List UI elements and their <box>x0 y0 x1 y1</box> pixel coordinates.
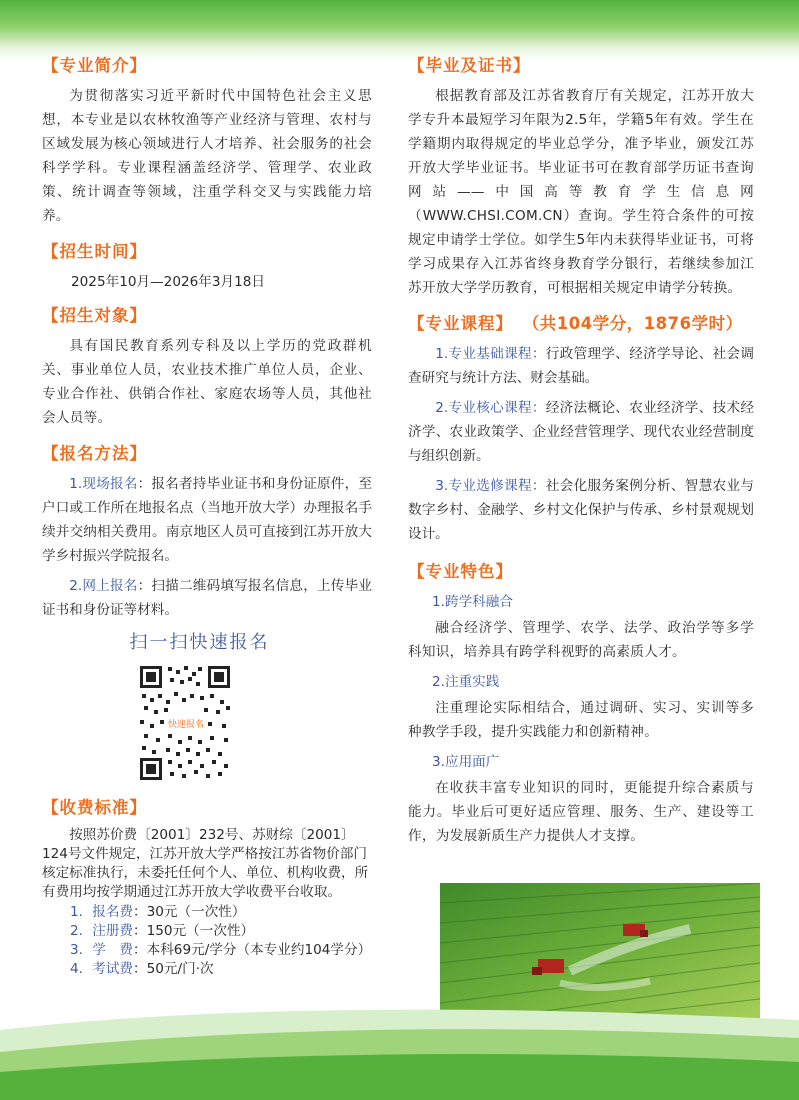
target-title: 【招生对象】 <box>42 306 147 325</box>
top-green-band <box>0 0 799 60</box>
enroll-time-title: 【招生时间】 <box>42 242 147 261</box>
graduation-text: 根据教育部及江苏省教育厅有关规定，江苏开放大学专升本最短学习年限为2.5年，学籍5年有效。学生在学籍期内取得规定的毕业总学分，准予毕业，颁发江苏开放大学毕业证书。毕业证书可在教育部学历证书查询网站——中国高等教育学生信息网（WWW.CHSI.COM.CN）查询。学生符合条件的可按规定申请学士学位。如学生5年内未获得毕业证书，可将学习成果存入江苏省终身教育学分银行，若继续参加江苏开放大学学历教育，可根据相关规定申请学分转换。 <box>408 88 754 296</box>
feature-heading: 3.应用面广 <box>432 754 500 770</box>
fee-label: 2．注册费 <box>70 923 134 939</box>
apply-item-text: ：扫描二维码填写报名信息，上传毕业证书和身份证等材料。 <box>42 578 372 618</box>
qr-title: 扫一扫快速报名 <box>129 632 270 653</box>
feature-text: 在收获丰富专业知识的同时，更能提升综合素质与能力。毕业后可更好适应管理、服务、生产、建设等工作，为发展新质生产力提供人才支撑。 <box>408 780 754 844</box>
course-label: 1.专业基础课程： <box>435 346 546 362</box>
fee-value: ：本科69元/学分（本专业约104学分） <box>133 942 372 958</box>
feature-text: 融合经济学、管理学、农学、法学、政治学等多学科知识，培养具有跨学科视野的高素质人才。 <box>408 620 754 660</box>
features-title: 【专业特色】 <box>408 562 513 581</box>
apply-item-onsite <box>42 472 372 568</box>
apply-title: 【报名方法】 <box>42 444 147 463</box>
qr-overlay-label: 快速报名 <box>168 720 205 730</box>
course-text: 行政管理学、经济学导论、社会调查研究与统计方法、财会基础。 <box>408 346 754 386</box>
fee-value: ：150元（一次性） <box>133 923 255 939</box>
fee-label: 1．报名费 <box>70 904 134 920</box>
fee-item <box>42 903 372 922</box>
left-column <box>42 52 372 979</box>
course-text: 社会化服务案例分析、智慧农业与数字乡村、金融学、乡村文化保护与传承、乡村景观规划设计。 <box>408 478 754 542</box>
fee-item <box>42 922 372 941</box>
fee-item <box>42 941 372 960</box>
feature-heading: 2.注重实践 <box>432 674 500 690</box>
course-item <box>408 396 754 468</box>
course-label: 2.专业核心课程： <box>435 400 546 416</box>
intro-title: 【专业简介】 <box>42 56 147 75</box>
graduation-title: 【毕业及证书】 <box>408 56 531 75</box>
enroll-date: 2025年10月—2026年3月18日 <box>71 274 265 290</box>
course-label: 3.专业选修课程： <box>435 478 546 494</box>
qr-code[interactable] <box>138 664 232 782</box>
fee-item <box>42 960 372 979</box>
harvester-icon <box>623 924 648 937</box>
right-column <box>408 52 754 854</box>
feature-heading: 1.跨学科融合 <box>432 594 513 610</box>
fees-intro: 按照苏价费〔2001〕232号、苏财综〔2001〕124号文件规定，江苏开放大学严格按江苏省物价部门核定标准执行，未委托任何个人、单位、机构收费，所有费用均按学期通过江苏开放大学收费平台收取。 <box>42 827 369 900</box>
apply-item-label: 2.网上报名 <box>69 578 138 594</box>
course-text: 经济法概论、农业经济学、技术经济学、农业政策学、企业经营管理学、现代农业经营制度与组织创新。 <box>408 400 754 464</box>
fee-label: 3．学 费 <box>70 942 134 958</box>
bottom-green-band <box>0 990 799 1100</box>
courses-title <box>408 310 754 334</box>
fee-value: ：50元/门·次 <box>133 961 214 977</box>
apply-item-label: 1.现场报名 <box>69 476 138 492</box>
fees-title: 【收费标准】 <box>42 798 147 817</box>
course-item <box>408 342 754 390</box>
fee-label: 4．考试费 <box>70 961 134 977</box>
target-text: 具有国民教育系列专科及以上学历的党政群机关、事业单位人员，农业技术推广单位人员，企业、专业合作社、供销合作社、家庭农场等人员，其他社会人员等。 <box>42 338 372 426</box>
course-item <box>408 474 754 546</box>
courses-summary: （共104学分，1876学时） <box>531 314 743 333</box>
apply-item-text: ：报名者持毕业证书和身份证原件，至户口或工作所在地报名点（当地开放大学）办理报名手续并交纳相关费用。南京地区人员可直接到江苏开放大学乡村振兴学院报名。 <box>42 476 372 564</box>
intro-text: 为贯彻落实习近平新时代中国特色社会主义思想，本专业是以农林牧渔等产业经济与管理、农村与区域发展为核心领域进行人才培养、社会服务的社会科学学科。专业课程涵盖经济学、管理学、农业政策、统计调查等领域，注重学科交叉与实践能力培养。 <box>42 88 372 224</box>
courses-title-label: 【专业课程】 <box>408 314 513 333</box>
feature-text: 注重理论实际相结合，通过调研、实习、实训等多种教学手段，提升实践能力和创新精神。 <box>408 700 754 740</box>
apply-item-online <box>42 574 372 622</box>
fee-value: ：30元（一次性） <box>133 904 246 920</box>
